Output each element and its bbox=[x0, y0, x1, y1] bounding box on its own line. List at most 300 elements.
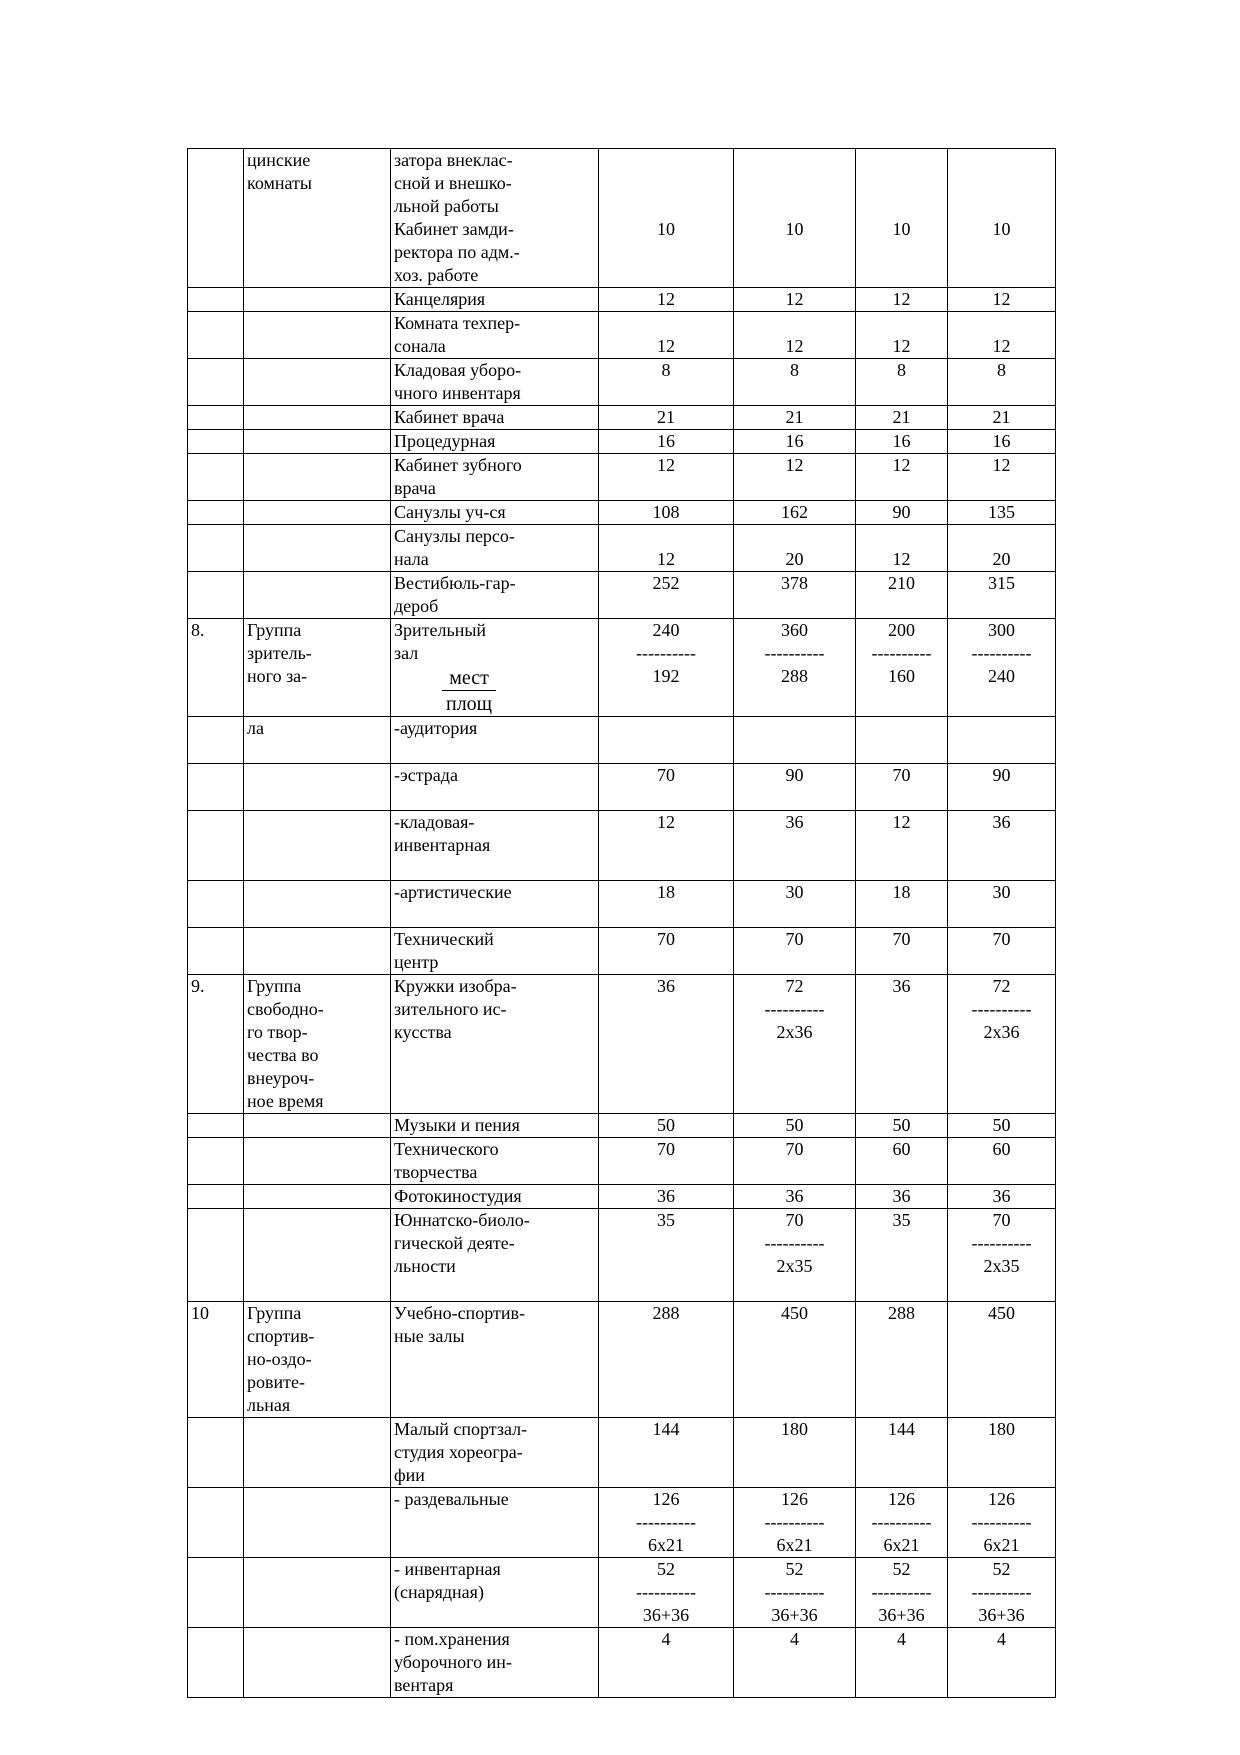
group-name-line: свободно- bbox=[247, 999, 324, 1019]
room-name-line: врача bbox=[394, 478, 436, 498]
room-name-line: Фотокиностудия bbox=[394, 1186, 522, 1206]
value-cell bbox=[948, 406, 1056, 430]
value-line: ---------- bbox=[971, 1512, 1032, 1532]
value-cell bbox=[599, 149, 734, 288]
room-name-cell bbox=[391, 501, 599, 525]
value-cell bbox=[599, 928, 734, 975]
value-cell bbox=[734, 1558, 856, 1628]
group-name-cell bbox=[244, 1558, 391, 1628]
value-cell bbox=[856, 928, 948, 975]
group-name-cell bbox=[244, 312, 391, 359]
value: 12 bbox=[892, 336, 911, 356]
value: 12 bbox=[892, 289, 911, 309]
spacer bbox=[951, 149, 1052, 172]
value-cell bbox=[734, 1185, 856, 1209]
group-name-cell bbox=[244, 1209, 391, 1302]
value: 288 bbox=[888, 1303, 915, 1323]
room-name-line: чного инвентаря bbox=[394, 383, 521, 403]
spacer bbox=[394, 857, 595, 880]
value-cell bbox=[856, 501, 948, 525]
room-name-line: -артистические bbox=[394, 882, 512, 902]
room-name-line: -кладовая- bbox=[394, 812, 475, 832]
group-number-cell bbox=[188, 1418, 244, 1488]
value-line: 2х35 bbox=[983, 1256, 1020, 1276]
spacer bbox=[602, 312, 730, 335]
value-line: 2х35 bbox=[776, 1256, 813, 1276]
value: 18 bbox=[892, 882, 911, 902]
value-cell bbox=[948, 430, 1056, 454]
value-cell bbox=[599, 975, 734, 1114]
room-name-cell bbox=[391, 1114, 599, 1138]
value: 70 bbox=[892, 929, 911, 949]
table-row bbox=[188, 811, 1056, 881]
room-name-line: центр bbox=[394, 952, 439, 972]
spacer bbox=[737, 172, 852, 195]
spacer bbox=[737, 525, 852, 548]
value: 21 bbox=[785, 407, 804, 427]
value-cell bbox=[948, 525, 1056, 572]
room-name-cell bbox=[391, 1302, 599, 1418]
value: 36 bbox=[657, 976, 675, 996]
value-cell bbox=[599, 811, 734, 881]
spacer bbox=[394, 904, 595, 927]
spacer bbox=[602, 149, 730, 172]
fraction-numerator: мест bbox=[442, 665, 496, 691]
value-line: 160 bbox=[888, 666, 915, 686]
value: 12 bbox=[785, 455, 804, 475]
value-line: ---------- bbox=[764, 643, 825, 663]
value-cell bbox=[948, 811, 1056, 881]
value-cell bbox=[599, 359, 734, 406]
value-cell bbox=[948, 1114, 1056, 1138]
value: 16 bbox=[785, 431, 804, 451]
value-cell bbox=[948, 288, 1056, 312]
value-cell bbox=[856, 619, 948, 717]
group-name-cell bbox=[244, 501, 391, 525]
room-name-line: Комната техпер- bbox=[394, 313, 521, 333]
value-cell bbox=[948, 1209, 1056, 1302]
value-cell bbox=[734, 149, 856, 288]
room-name-line: инвентарная bbox=[394, 835, 491, 855]
value: 135 bbox=[988, 502, 1015, 522]
group-name-line: комнаты bbox=[247, 173, 312, 193]
value: 10 bbox=[892, 219, 911, 239]
group-name-cell bbox=[244, 1488, 391, 1558]
room-name-line: Технический bbox=[394, 929, 494, 949]
value-cell bbox=[734, 1138, 856, 1185]
value-cell bbox=[599, 406, 734, 430]
room-name-line: кусства bbox=[394, 1022, 452, 1042]
value-line: 126 bbox=[888, 1489, 915, 1509]
value-line: ---------- bbox=[764, 999, 825, 1019]
value: 8 bbox=[790, 360, 799, 380]
value-cell bbox=[856, 1628, 948, 1698]
room-name-cell bbox=[391, 572, 599, 619]
value: 12 bbox=[657, 336, 675, 356]
value: 162 bbox=[781, 502, 808, 522]
value-cell bbox=[948, 1302, 1056, 1418]
value: 252 bbox=[652, 573, 680, 593]
value-cell bbox=[599, 881, 734, 928]
value-line: ---------- bbox=[764, 1582, 825, 1602]
group-number-cell bbox=[188, 501, 244, 525]
room-name-line: фии bbox=[394, 1465, 425, 1485]
value-cell bbox=[734, 454, 856, 501]
spacer bbox=[859, 195, 944, 218]
group-name-line: но-оздо- bbox=[247, 1349, 312, 1369]
value-cell bbox=[734, 430, 856, 454]
group-name-line: зритель- bbox=[247, 643, 312, 663]
spacer bbox=[602, 525, 730, 548]
room-name-cell bbox=[391, 811, 599, 881]
group-number-cell bbox=[188, 1558, 244, 1628]
group-name-cell bbox=[244, 928, 391, 975]
value-cell bbox=[856, 717, 948, 764]
value-line: 2х36 bbox=[776, 1022, 813, 1042]
value-cell bbox=[856, 149, 948, 288]
value-cell bbox=[948, 717, 1056, 764]
value-cell bbox=[856, 811, 948, 881]
room-name-line: гической деяте- bbox=[394, 1233, 515, 1253]
value: 378 bbox=[781, 573, 808, 593]
value-line: 126 bbox=[652, 1489, 680, 1509]
table-row bbox=[188, 619, 1056, 717]
value-cell bbox=[734, 1302, 856, 1418]
value: 36 bbox=[785, 812, 804, 832]
value-cell bbox=[948, 572, 1056, 619]
room-name-line: льности bbox=[394, 1256, 456, 1276]
group-name-cell bbox=[244, 811, 391, 881]
value-cell bbox=[734, 312, 856, 359]
value-line: 192 bbox=[652, 666, 680, 686]
room-name-line: хоз. работе bbox=[394, 265, 479, 285]
group-number: 9. bbox=[191, 976, 205, 996]
value-cell bbox=[734, 764, 856, 811]
group-name-cell bbox=[244, 619, 391, 717]
value: 12 bbox=[992, 455, 1011, 475]
group-name-line: Группа bbox=[247, 620, 302, 640]
value: 70 bbox=[657, 765, 675, 785]
value: 288 bbox=[652, 1303, 680, 1323]
room-name-cell bbox=[391, 928, 599, 975]
value: 144 bbox=[652, 1419, 680, 1439]
spacer bbox=[859, 149, 944, 172]
spacer bbox=[859, 312, 944, 335]
value: 180 bbox=[781, 1419, 808, 1439]
table-row bbox=[188, 1488, 1056, 1558]
group-number-cell bbox=[188, 359, 244, 406]
value: 4 bbox=[661, 1629, 671, 1649]
spacer bbox=[394, 1348, 595, 1371]
value-line: 240 bbox=[988, 666, 1015, 686]
group-name-line: ное время bbox=[247, 1091, 324, 1111]
table-row bbox=[188, 1418, 1056, 1488]
value: 12 bbox=[992, 336, 1011, 356]
value: 50 bbox=[892, 1115, 911, 1135]
group-name-line: льная bbox=[247, 1395, 291, 1415]
group-number-cell bbox=[188, 881, 244, 928]
value: 60 bbox=[892, 1139, 911, 1159]
group-number-cell bbox=[188, 454, 244, 501]
room-name-cell bbox=[391, 717, 599, 764]
value-cell bbox=[734, 501, 856, 525]
room-name-line: Технического bbox=[394, 1139, 499, 1159]
room-name-line: -эстрада bbox=[394, 765, 458, 785]
value-line: 52 bbox=[785, 1559, 804, 1579]
room-name-line: Кружки изобра- bbox=[394, 976, 517, 996]
value-cell bbox=[856, 1558, 948, 1628]
value-cell bbox=[734, 1418, 856, 1488]
value-cell bbox=[734, 928, 856, 975]
room-name-line: ректора по адм.- bbox=[394, 242, 520, 262]
value: 8 bbox=[997, 360, 1006, 380]
premises-table bbox=[187, 148, 1056, 1698]
room-name-line: Кабинет врача bbox=[394, 407, 505, 427]
room-name-line: - раздевальные bbox=[394, 1489, 509, 1509]
group-name-line: ровите- bbox=[247, 1372, 305, 1392]
value-cell bbox=[599, 764, 734, 811]
value-cell bbox=[856, 1185, 948, 1209]
value-cell bbox=[856, 881, 948, 928]
room-name-cell bbox=[391, 454, 599, 501]
value: 144 bbox=[888, 1419, 915, 1439]
group-name-cell bbox=[244, 525, 391, 572]
value-cell bbox=[856, 454, 948, 501]
spacer bbox=[394, 787, 595, 810]
room-name-line: Юннатско-биоло- bbox=[394, 1210, 530, 1230]
group-number-cell bbox=[188, 525, 244, 572]
value: 21 bbox=[992, 407, 1011, 427]
group-name-line: цинские bbox=[247, 150, 311, 170]
group-number-cell bbox=[188, 149, 244, 288]
group-number-cell bbox=[188, 811, 244, 881]
spacer bbox=[859, 525, 944, 548]
spacer bbox=[859, 172, 944, 195]
value: 12 bbox=[892, 455, 911, 475]
value: 70 bbox=[892, 765, 911, 785]
value-cell bbox=[856, 312, 948, 359]
value-line: ---------- bbox=[636, 1512, 696, 1532]
value: 450 bbox=[781, 1303, 808, 1323]
value-line: ---------- bbox=[971, 999, 1032, 1019]
value-cell bbox=[856, 1209, 948, 1302]
spacer bbox=[602, 195, 730, 218]
value: 10 bbox=[657, 219, 675, 239]
value-cell bbox=[734, 619, 856, 717]
table-row bbox=[188, 881, 1056, 928]
value: 35 bbox=[657, 1210, 675, 1230]
value: 18 bbox=[657, 882, 675, 902]
value-cell bbox=[734, 359, 856, 406]
value: 12 bbox=[785, 336, 804, 356]
value-cell bbox=[599, 501, 734, 525]
value-line: 36+36 bbox=[978, 1605, 1025, 1625]
value-line: ---------- bbox=[971, 1582, 1032, 1602]
value: 210 bbox=[888, 573, 915, 593]
value-cell bbox=[948, 312, 1056, 359]
room-name-cell bbox=[391, 149, 599, 288]
value: 21 bbox=[657, 407, 675, 427]
group-number-cell bbox=[188, 1488, 244, 1558]
room-name-line: затора внеклас- bbox=[394, 150, 513, 170]
value-cell bbox=[599, 1418, 734, 1488]
room-name-line: - пом.хранения bbox=[394, 1629, 510, 1649]
room-name-line: творчества bbox=[394, 1162, 478, 1182]
group-name-cell bbox=[244, 359, 391, 406]
value-line: 72 bbox=[992, 976, 1011, 996]
group-number-cell bbox=[188, 928, 244, 975]
group-name-cell bbox=[244, 406, 391, 430]
table-row bbox=[188, 454, 1056, 501]
value-cell bbox=[856, 359, 948, 406]
room-name-cell bbox=[391, 288, 599, 312]
room-name-line: дероб bbox=[394, 596, 439, 616]
value-cell bbox=[599, 1488, 734, 1558]
table-row bbox=[188, 525, 1056, 572]
value-line: 52 bbox=[892, 1559, 911, 1579]
room-name-cell bbox=[391, 1488, 599, 1558]
value-cell bbox=[599, 525, 734, 572]
room-name-line: льной работы bbox=[394, 196, 499, 216]
room-name-cell bbox=[391, 406, 599, 430]
room-name-cell bbox=[391, 1418, 599, 1488]
value-cell bbox=[734, 811, 856, 881]
spacer bbox=[394, 1278, 595, 1301]
value-line: 6х21 bbox=[776, 1535, 813, 1555]
room-name-cell bbox=[391, 359, 599, 406]
room-name-line: сонала bbox=[394, 336, 446, 356]
value-cell bbox=[734, 525, 856, 572]
group-number-cell bbox=[188, 1302, 244, 1418]
table-row bbox=[188, 1209, 1056, 1302]
value-cell bbox=[599, 1185, 734, 1209]
value: 36 bbox=[892, 976, 911, 996]
value: 4 bbox=[997, 1629, 1006, 1649]
value-line: 288 bbox=[781, 666, 808, 686]
value-line: 70 bbox=[785, 1210, 804, 1230]
value-cell bbox=[599, 1138, 734, 1185]
group-name-line: ла bbox=[247, 718, 264, 738]
value: 10 bbox=[992, 219, 1011, 239]
value-cell bbox=[734, 406, 856, 430]
table-row bbox=[188, 975, 1056, 1114]
group-number: 8. bbox=[191, 620, 205, 640]
group-name-cell bbox=[244, 430, 391, 454]
value-cell bbox=[599, 288, 734, 312]
value: 10 bbox=[785, 219, 804, 239]
value: 70 bbox=[657, 1139, 675, 1159]
group-name-cell bbox=[244, 572, 391, 619]
room-name-line: Санузлы уч-ся bbox=[394, 502, 506, 522]
value: 20 bbox=[785, 549, 804, 569]
value: 90 bbox=[785, 765, 804, 785]
room-name-line: Кабинет замди- bbox=[394, 219, 514, 239]
value: 315 bbox=[988, 573, 1015, 593]
table-row bbox=[188, 1138, 1056, 1185]
value: 35 bbox=[892, 1210, 911, 1230]
table-row bbox=[188, 572, 1056, 619]
group-number-cell bbox=[188, 288, 244, 312]
room-name-cell bbox=[391, 1185, 599, 1209]
value-cell bbox=[856, 764, 948, 811]
table-row bbox=[188, 406, 1056, 430]
value-cell bbox=[599, 312, 734, 359]
value-cell bbox=[599, 430, 734, 454]
group-number-cell bbox=[188, 1185, 244, 1209]
room-name-line: Зрительный bbox=[394, 620, 487, 640]
table-row bbox=[188, 288, 1056, 312]
room-name-cell bbox=[391, 1628, 599, 1698]
value-cell bbox=[948, 359, 1056, 406]
value-cell bbox=[599, 619, 734, 717]
value-cell bbox=[948, 501, 1056, 525]
spacer bbox=[737, 149, 852, 172]
value: 70 bbox=[785, 1139, 804, 1159]
value-cell bbox=[734, 717, 856, 764]
value-line: 6х21 bbox=[648, 1535, 684, 1555]
group-number-cell bbox=[188, 619, 244, 717]
room-name-line: Процедурная bbox=[394, 431, 496, 451]
value-cell bbox=[856, 1138, 948, 1185]
value: 21 bbox=[892, 407, 911, 427]
value-line: ---------- bbox=[871, 1512, 932, 1532]
value-line: ---------- bbox=[971, 643, 1032, 663]
group-name-cell bbox=[244, 1114, 391, 1138]
spacer bbox=[602, 172, 730, 195]
value: 36 bbox=[785, 1186, 804, 1206]
group-number: 10 bbox=[191, 1303, 209, 1323]
value-cell bbox=[856, 975, 948, 1114]
value-line: 52 bbox=[657, 1559, 675, 1579]
value-cell bbox=[599, 717, 734, 764]
value: 8 bbox=[661, 360, 671, 380]
value: 450 bbox=[988, 1303, 1015, 1323]
room-name-line: Музыки и пения bbox=[394, 1115, 520, 1135]
value-cell bbox=[948, 1628, 1056, 1698]
group-name-cell bbox=[244, 1302, 391, 1418]
fraction-label bbox=[442, 665, 496, 716]
value-line: 52 bbox=[992, 1559, 1011, 1579]
room-name-line: сной и внешко- bbox=[394, 173, 512, 193]
room-name-line: Малый спортзал- bbox=[394, 1419, 528, 1439]
value-cell bbox=[856, 288, 948, 312]
group-number-cell bbox=[188, 572, 244, 619]
room-name-line: Канцелярия bbox=[394, 289, 486, 309]
group-number-cell bbox=[188, 312, 244, 359]
value-line: 36+36 bbox=[771, 1605, 818, 1625]
value-line: 36+36 bbox=[642, 1605, 690, 1625]
value-cell bbox=[856, 525, 948, 572]
value: 180 bbox=[988, 1419, 1015, 1439]
fraction-denominator: площ bbox=[446, 693, 493, 715]
spacer bbox=[951, 312, 1052, 335]
value-cell bbox=[734, 975, 856, 1114]
value: 36 bbox=[992, 1186, 1011, 1206]
value-line: 240 bbox=[652, 620, 680, 640]
value-cell bbox=[734, 572, 856, 619]
value-cell bbox=[948, 764, 1056, 811]
table-row bbox=[188, 312, 1056, 359]
table-row bbox=[188, 1628, 1056, 1698]
value: 36 bbox=[657, 1186, 675, 1206]
group-name-cell bbox=[244, 149, 391, 288]
group-name-line: Группа bbox=[247, 1303, 302, 1323]
value-cell bbox=[856, 572, 948, 619]
value-cell bbox=[948, 1185, 1056, 1209]
value-cell bbox=[856, 1114, 948, 1138]
value-line: ---------- bbox=[971, 1233, 1032, 1253]
value-cell bbox=[948, 975, 1056, 1114]
